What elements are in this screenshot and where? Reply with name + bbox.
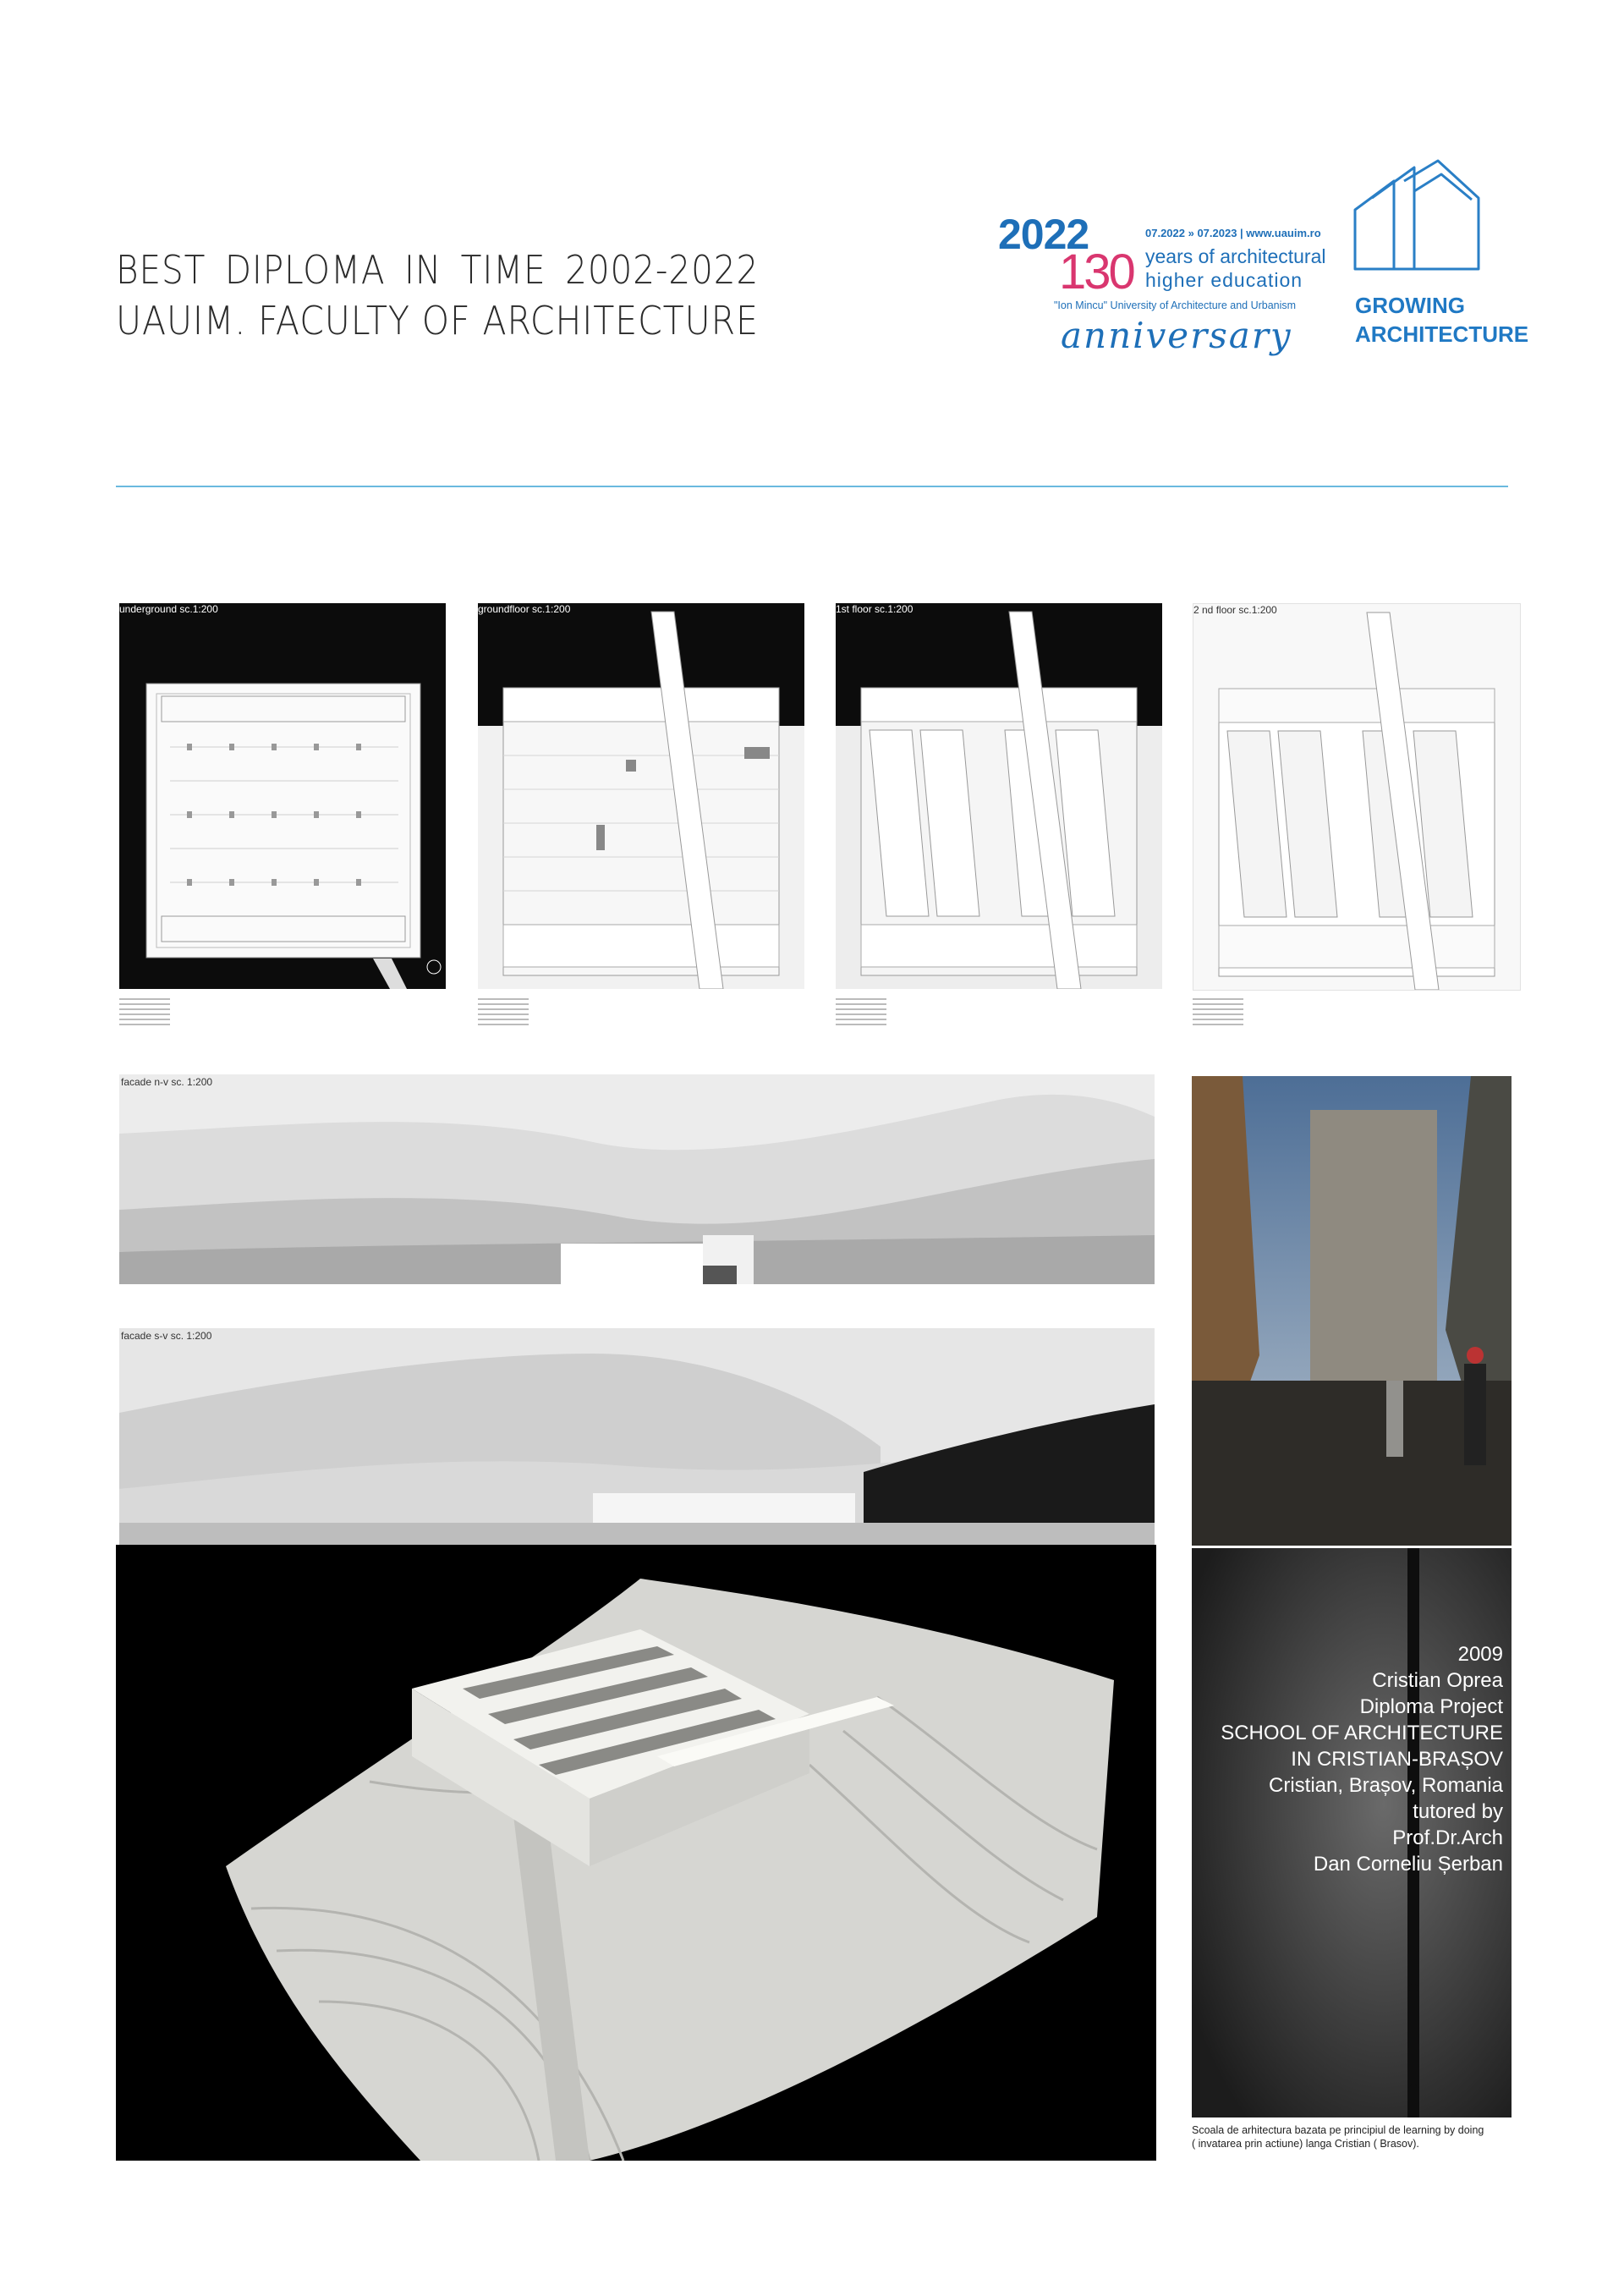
- logo-university: "Ion Mincu" University of Architecture and Urbanism: [1054, 299, 1297, 311]
- plan-legend: [836, 998, 886, 1029]
- page-title-line-2: UAUIM. FACULTY OF ARCHITECTURE: [116, 298, 759, 343]
- plan-first-floor: [836, 603, 1162, 989]
- plan-underground: [119, 603, 446, 989]
- logo-anniversary-word: anniversary: [1061, 315, 1292, 356]
- logo-dates: 07.2022 » 07.2023 | www.uauim.ro: [1145, 227, 1321, 239]
- credit-year: 2009: [1457, 1643, 1503, 1666]
- credit-tutor: Dan Corneliu Șerban: [1313, 1853, 1503, 1876]
- project-caption: [1192, 2123, 1530, 2150]
- plan-second-floor: [1193, 603, 1521, 991]
- facade-label: facade s-v sc. 1:200: [121, 1330, 212, 1342]
- plan-groundfloor: [478, 603, 804, 989]
- caption-line-2: ( invatarea prin actiune) langa Cristian ( Brasov).: [1192, 2138, 1419, 2150]
- credits-panel: [1192, 1548, 1512, 2117]
- credit-project-2: IN CRISTIAN-BRAȘOV: [1291, 1748, 1503, 1771]
- facade-sv: [119, 1328, 1155, 1545]
- plan-label: 2 nd floor sc.1:200: [1193, 604, 1277, 616]
- credit-location: Cristian, Brașov, Romania: [1269, 1774, 1503, 1797]
- growing-architecture-house-icon: [1353, 157, 1489, 280]
- header-divider: [116, 486, 1508, 487]
- plan-legend: [478, 998, 529, 1029]
- credit-tutored-by: tutored by: [1413, 1800, 1503, 1823]
- logo-line2: higher education: [1145, 269, 1303, 291]
- caption-line-1: Scoala de arhitectura bazata pe principiul de learning by doing: [1192, 2124, 1484, 2136]
- facade-nv: [119, 1074, 1155, 1293]
- logo-number: 130: [1059, 244, 1133, 299]
- credit-tutor-title: Prof.Dr.Arch: [1392, 1826, 1503, 1849]
- page-title-line-1: BEST DIPLOMA IN TIME 2002-2022: [116, 247, 760, 293]
- courtyard-render-image: [1192, 1076, 1512, 1546]
- project-credits: [1221, 1641, 1503, 1877]
- plan-label: 1st floor sc.1:200: [836, 603, 914, 615]
- plan-label: underground sc.1:200: [119, 603, 218, 615]
- plan-label: groundfloor sc.1:200: [478, 603, 571, 615]
- plan-legend: [119, 998, 170, 1029]
- facade-label: facade n-v sc. 1:200: [121, 1076, 213, 1088]
- credit-project: SCHOOL OF ARCHITECTURE: [1221, 1722, 1503, 1744]
- logo-line1: years of architectural: [1145, 245, 1326, 267]
- plan-legend: [1193, 998, 1243, 1029]
- site-model-photo: [116, 1545, 1156, 2161]
- growing-line2: ARCHITECTURE: [1355, 321, 1529, 347]
- credit-author: Cristian Oprea: [1372, 1669, 1503, 1692]
- credit-type: Diploma Project: [1359, 1695, 1503, 1718]
- logo-year: 2022: [998, 211, 1089, 258]
- growing-line1: GROWING: [1355, 293, 1465, 318]
